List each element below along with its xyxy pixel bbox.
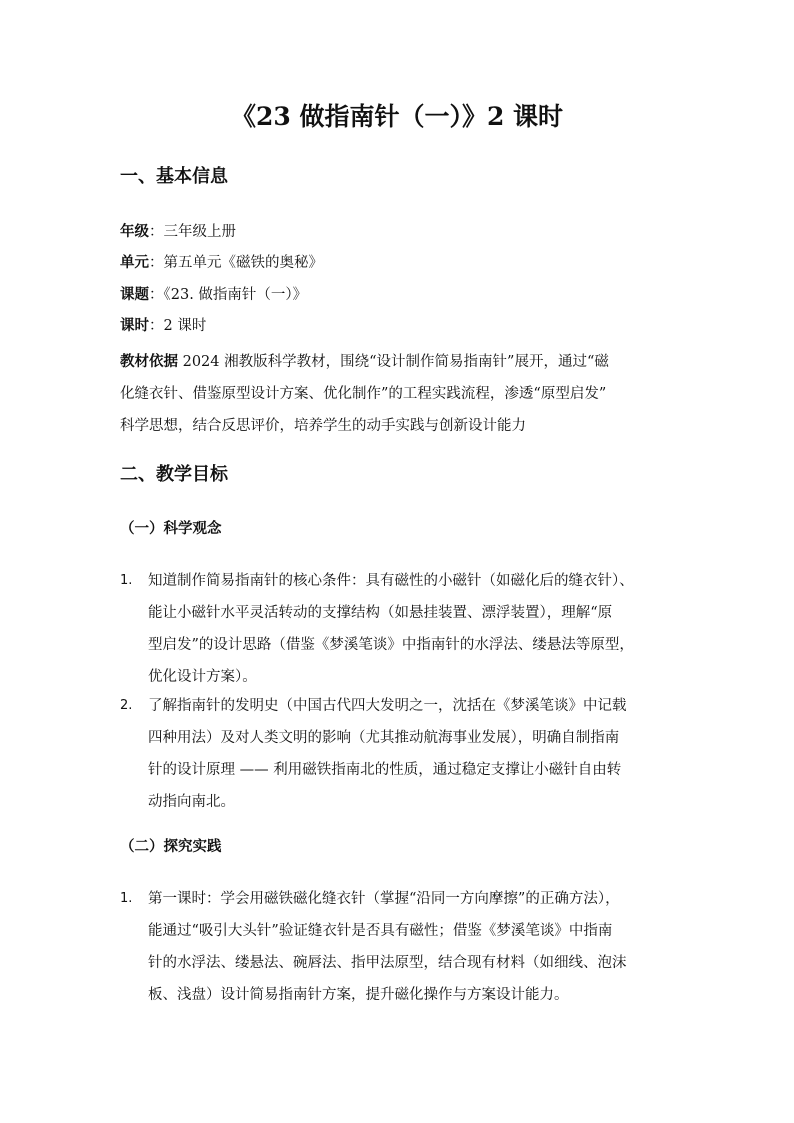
- list-item-line: 板、浅盘）设计简易指南针方案，提升磁化操作与方案设计能力。: [148, 987, 569, 1003]
- hours-separator: ：: [149, 318, 164, 334]
- grade-value: 三年级上册: [163, 224, 236, 240]
- unit-line: [120, 251, 323, 275]
- list-item-line: 知道制作简易指南针的核心条件：具有磁性的小磁针（如磁化后的缝衣针）、: [148, 573, 634, 589]
- unit-label: 单元: [120, 254, 149, 271]
- list-item-line: 动指向南北。: [148, 794, 235, 810]
- hours-line: [120, 314, 206, 338]
- unit-value: 第五单元《磁铁的奥秘》: [163, 255, 323, 271]
- list-item: [120, 690, 700, 818]
- topic-line: [120, 283, 307, 307]
- topic-separator: ：: [149, 287, 164, 303]
- basis-line: 化缝衣针、借鉴原型设计方案、优化制作”的工程实践流程，渗透“原型启发”: [120, 386, 607, 402]
- grade-separator: ：: [149, 224, 164, 240]
- list-item-line: 四种用法）及对人类文明的影响（尤其推动航海事业发展），明确自制指南: [148, 730, 620, 746]
- list-item-number: 2.: [120, 698, 133, 713]
- basis-text: 2024 湘教版科学教材，围绕“设计制作简易指南针”展开，通过“磁: [178, 354, 609, 370]
- section-basic-info-heading: 一、基本信息: [120, 166, 228, 187]
- list-item-line: 优化设计方案）。: [148, 669, 257, 685]
- list-item: [120, 883, 700, 1011]
- basis-line: [120, 346, 680, 378]
- subsection-science-concepts-heading: （一）科学观念: [120, 520, 222, 537]
- topic-label: 课题: [120, 286, 149, 303]
- list-item-line: 型启发”的设计思路（借鉴《梦溪笔谈》中指南针的水浮法、缕悬法等原型，: [148, 637, 634, 653]
- subsection-inquiry-practice-heading: （二）探究实践: [120, 838, 222, 855]
- textbook-basis-paragraph: [120, 346, 680, 442]
- hours-label: 课时: [120, 317, 149, 334]
- list-item-line: 针的设计原理 —— 利用磁铁指南北的性质，通过稳定支撑让小磁针自由转: [148, 762, 622, 778]
- list-item-line: 能通过“吸引大头针”验证缝衣针是否具有磁性；借鉴《梦溪笔谈》中指南: [148, 923, 613, 939]
- document-title: 《23 做指南针（一）》2 课时: [230, 102, 564, 131]
- section-objectives-heading: 二、教学目标: [120, 464, 228, 485]
- list-item-number: 1.: [120, 573, 133, 588]
- list-item-line: 第一课时：学会用磁铁磁化缝衣针（掌握“沿同一方向摩擦”的正确方法），: [148, 891, 620, 907]
- list-item-line: 针的水浮法、缕悬法、碗唇法、指甲法原型，结合现有材料（如细线、泡沫: [148, 955, 627, 971]
- list-item-line: 能让小磁针水平灵活转动的支撑结构（如悬挂装置、漂浮装置），理解“原: [148, 605, 613, 621]
- list-item: [120, 565, 700, 693]
- list-item-line: 了解指南针的发明史（中国古代四大发明之一，沈括在《梦溪笔谈》中记载: [148, 698, 627, 714]
- hours-value: 2 课时: [163, 318, 207, 334]
- grade-line: [120, 220, 236, 244]
- topic-value: 《23. 做指南针（一）》: [163, 287, 308, 303]
- grade-label: 年级: [120, 223, 149, 240]
- basis-line: 科学思想，结合反思评价，培养学生的动手实践与创新设计能力: [120, 418, 526, 434]
- basis-label: 教材依据: [120, 353, 178, 370]
- list-item-number: 1.: [120, 891, 133, 906]
- unit-separator: ：: [149, 255, 164, 271]
